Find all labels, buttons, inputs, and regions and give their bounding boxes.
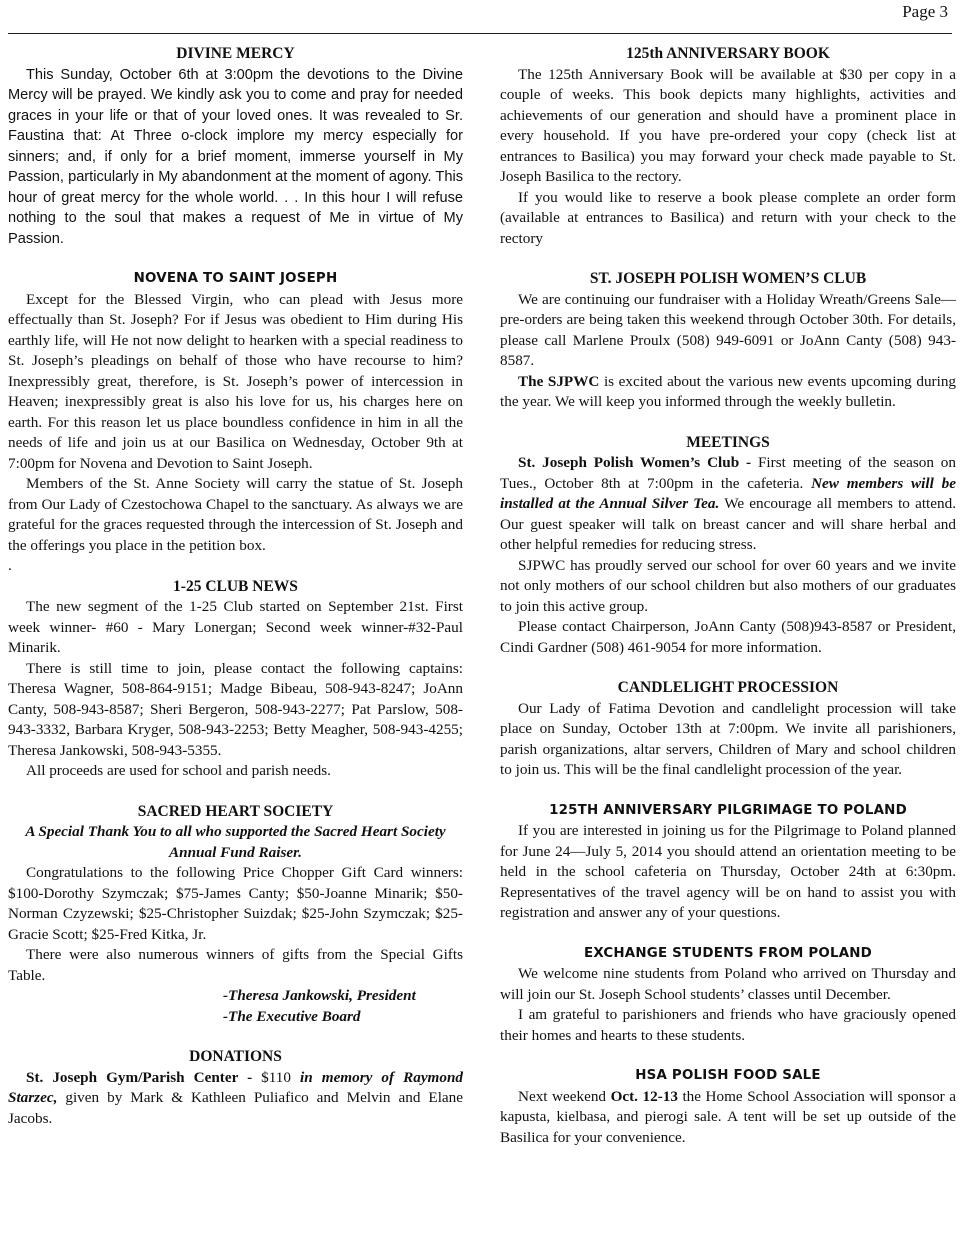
donations-rest: given by Mark & Kathleen Puliafico and Melvin and Elane Jacobs. [8,1089,463,1127]
club-news-text: The new segment of the 1-25 Club started on September 21st. First week winner- #60 - Mary Lonergan; Second week winner-#32-Paul Minarik. [8,598,463,656]
womens-club-sjpwc: The SJPWC [518,372,600,390]
womens-club-events-rest: is excited about the various new events upcoming during the year. We will keep you informed through the weekly bulletin. [500,372,957,410]
meetings-text [500,453,956,556]
novena-title: NOVENA TO SAINT JOSEPH [133,271,338,286]
anniversary-book-title: 125th ANNIVERSARY BOOK [626,45,830,62]
club-news-title: 1-25 CLUB NEWS [173,577,298,595]
right-column [500,44,956,1148]
header-rule [8,33,952,34]
novena-section [8,269,463,577]
anniversary-book-order: If you would like to reserve a book please complete an order form (available at entrances to Basilica) and return with your check to the rectory [500,188,956,247]
meetings-service: SJPWC has proudly served our school for over 60 years and we invite not only mothers of our school children but also mothers of our graduates to join this active group. [500,556,956,615]
pilgrimage-section [500,801,956,924]
anniversary-book-section [500,44,956,249]
novena-text-2: Members of the St. Anne Society will carry the statue of St. Joseph from Our Lady of Czestochowa Chapel to the sanctuary. As always we are grateful for the graces requested through the intercession of St. Joseph and the offerings you place in the petition box. [8,475,463,554]
food-sale-rest: the Home School Association will sponsor a kapusta, kielbasa, and pierogi sale. A tent will be set up outside of the Basilica for your convenience. [500,1087,956,1146]
club-news-section [8,577,463,782]
food-sale-text [500,1087,956,1149]
pilgrimage-title: 125TH ANNIVERSARY PILGRIMAGE TO POLAND [549,802,907,818]
candlelight-title: CANDLELIGHT PROCESSION [617,679,839,696]
donations-text [8,1068,463,1130]
novena-dot: . [8,557,12,574]
novena-text: Except for the Blessed Virgin, who can plead with Jesus more effectually than St. Joseph? For if Jesus was obedient to Him during His earthly life, will He not now delight to hearken with a special readiness to St. Joseph’s pleadings on behalf of those who have recourse to him? Inexpressibly great, therefore, is St. Joseph’s power of intercession in Heaven; inexpressibly great is also his love for us, his charges here on earth. For this reason let us place boundless confidence in him in all the needs of life and join us at our Basilica on Wednesday, October 9th at 7:00pm for Novena and Devotion to Saint Joseph. [8,290,463,472]
divine-mercy-section [8,44,463,249]
donations-memory: in memory of Raymond Starzec, [8,1068,464,1106]
food-sale-title: HSA POLISH FOOD SALE [635,1068,821,1083]
exchange-students-section [500,944,956,1047]
womens-club-events [500,372,956,413]
womens-club-title: ST. JOSEPH POLISH WOMEN’S CLUB [589,270,867,287]
candlelight-text: Our Lady of Fatima Devotion and candlelight procession will take place on Sunday, October 13th at 7:00pm. We invite all parishioners, parish organizations, altar servers, Children of Mary and school children to join us. This will be the final candlelight procession of the year. [500,699,956,778]
exchange-students-thanks: I am grateful to parishioners and friends who have graciously opened their homes and hearts to these students. [500,1006,956,1044]
food-sale-section [500,1066,956,1148]
meetings-silver-tea: New members will be installed at the Annual Silver Tea. [500,474,956,512]
sacred-heart-gifts: There were also numerous winners of gifts from the Special Gifts Table. [8,946,463,984]
pilgrimage-text: If you are interested in joining us for the Pilgrimage to Poland planned for June 24—July 5, 2014 you should attend an orientation meeting to be held in the school cafeteria on Thursday, October 24th at 6:30pm. Representatives of the travel agency will be on hand to assist you with registration and answer any of your questions. [500,822,956,921]
womens-club-section [500,269,956,413]
meetings-lead: St. Joseph Polish Women’s Club - [518,454,752,471]
exchange-students-text: We welcome nine students from Poland who arrived on Thursday and will join our St. Joseph School students’ classes until December. [500,965,956,1003]
sacred-heart-subtitle: A Special Thank You to all who supported the Sacred Heart Society Annual Fund Raiser. [25,823,446,861]
womens-club-text: We are continuing our fundraiser with a Holiday Wreath/Greens Sale—pre-orders are being taken this weekend through October 30th. For details, please call Marlene Proulx (508) 949-6091 or JoAnn Canty (508) 943-8587. [500,290,956,369]
donations-lead: St. Joseph Gym/Parish Center - [26,1068,253,1086]
food-sale-lead: Next weekend [518,1087,611,1105]
meetings-contact: Please contact Chairperson, JoAnn Canty (508)943-8587 or President, Cindi Gardner (508) 461-9054 for more information. [500,618,956,656]
page-number: Page 3 [902,2,948,21]
donations-section [8,1047,463,1129]
left-column [8,44,463,1129]
exchange-students-title: EXCHANGE STUDENTS FROM POLAND [583,945,872,961]
signature-board: -The Executive Board [223,1007,361,1025]
signature-president: -Theresa Jankowski, President [223,987,416,1004]
food-sale-dates: Oct. 12-13 [610,1087,678,1105]
meetings-title: MEETINGS [686,433,770,451]
meetings-section [500,433,956,659]
divine-mercy-text: This Sunday, October 6th at 3:00pm the devotions to the Divine Mercy will be prayed. We kindly ask you to come and pray for needed graces in your life or that of your loved ones. It was revealed to Sr. Faustina that: At Three o-clock implore my mercy especially for sinners; and, if only for a brief moment, immerse yourself in My Passion, particularly in My abandonment at the moment of agony. This hour of great mercy for the whole world. . . In this hour I will refuse nothing to the soul that makes a request of Me in virtue of My Passion. [8,66,463,247]
divine-mercy-title: DIVINE MERCY [176,45,295,62]
donations-amount: $110 [252,1068,301,1086]
sacred-heart-title: SACRED HEART SOCIETY [137,802,334,820]
meetings-text-a: First meeting of the season on Tues., October 8th at 7:00pm in the cafeteria. [500,454,956,492]
candlelight-section [500,678,956,781]
club-news-captains: There is still time to join, please contact the following captains: Theresa Wagner, 508-864-9151; Madge Bibeau, 508-943-8247; JoAnn Canty, 508-943-8587; Sheri Bergeron, 508-943-2277; Pat Parslow, 508-943-3332, Barbara Kryger, 508-943-2253; Betty Meagher, 508-943-4255; Theresa Jankowski, 508-943-5355. [8,659,463,759]
club-news-proceeds: All proceeds are used for school and parish needs. [26,762,331,779]
sacred-heart-winners: Congratulations to the following Price Chopper Gift Card winners: $100-Dorothy Szymczak; $75-James Canty; $50-Joanne Minarik; $50-Norman Czyzewski; $25-Christopher Suizdak; $25-John Szymczak; $25-Gracie Scott; $25-Fred Kitka, Jr. [8,864,463,943]
anniversary-book-text: The 125th Anniversary Book will be available at $30 per copy in a couple of weeks. This book depicts many highlights, activities and achievements of our generation and should have a prominent place in every household. If you have pre-ordered your copy (check list at entrances to Basilica) you may forward your check made payable to St. Joseph Basilica to the rectory. [500,65,956,185]
sacred-heart-section [8,802,463,1028]
donations-title: DONATIONS [189,1048,282,1065]
meetings-text-b: We encourage all members to attend. Our guest speaker will talk on breast cancer and will share herbal and other helpful remedies for reducing stress. [500,495,956,553]
